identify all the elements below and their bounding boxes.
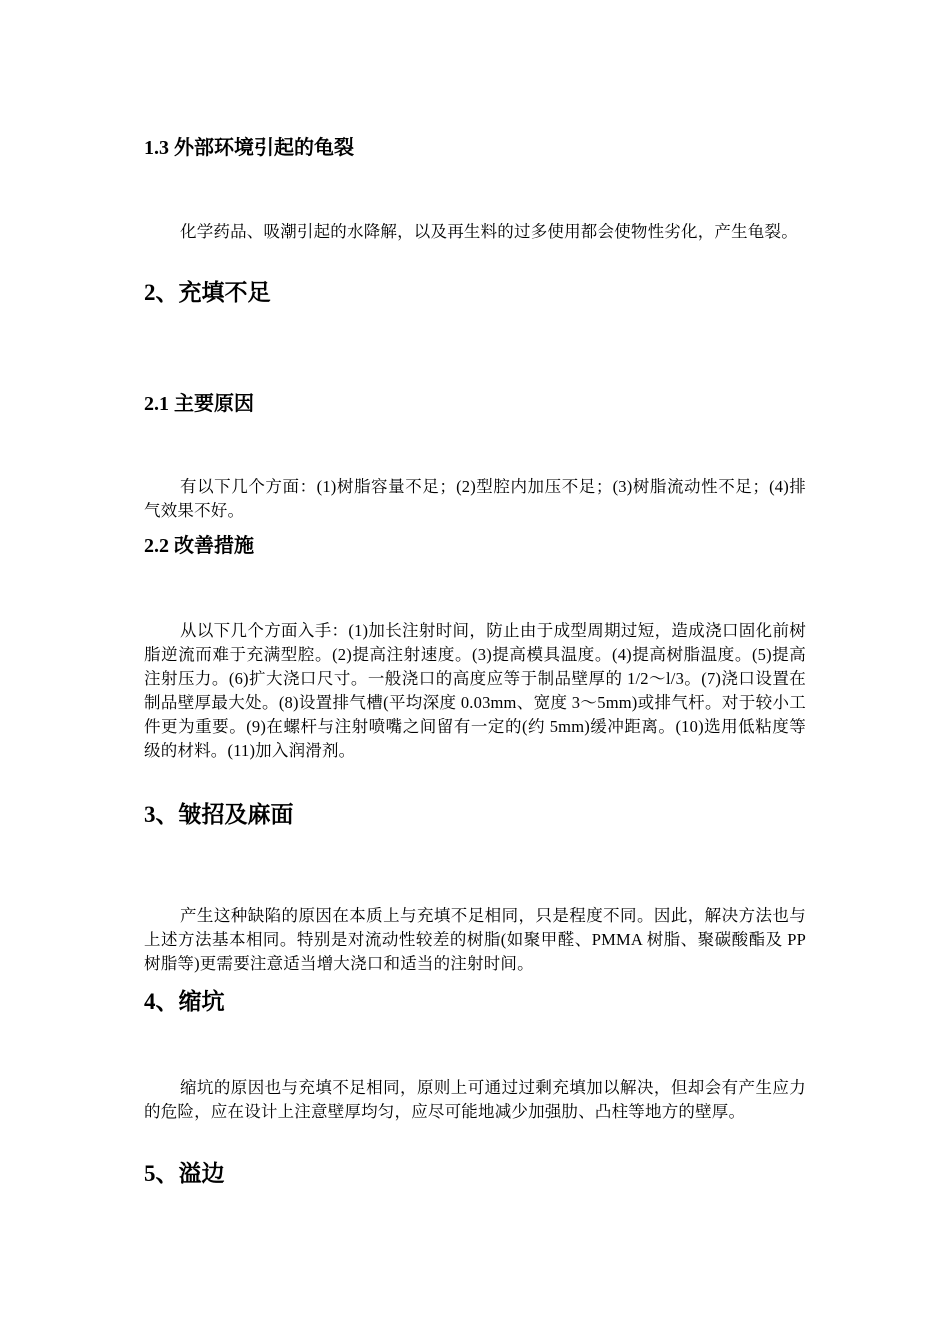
section-heading-1-3: 1.3 外部环境引起的龟裂 <box>144 137 354 159</box>
section-heading-2: 2、充填不足 <box>144 280 271 305</box>
paragraph-3: 产生这种缺陷的原因在本质上与充填不足相同，只是程度不同。因此，解决方法也与上述方法基本相同。特别是对流动性较差的树脂(如聚甲醛、PMMA 树脂、聚碳酸酯及 PP 树脂等)更需要注意适当增大浇口和适当的注射时间。 <box>144 906 806 973</box>
section-heading-4: 4、缩坑 <box>144 989 225 1014</box>
paragraph-4: 缩坑的原因也与充填不足相同，原则上可通过过剩充填加以解决，但却会有产生应力的危险，应在设计上注意壁厚均匀，应尽可能地减少加强肋、凸柱等地方的壁厚。 <box>144 1078 806 1121</box>
paragraph-2-1: 有以下几个方面：(1)树脂容量不足；(2)型腔内加压不足；(3)树脂流动性不足；(4)排气效果不好。 <box>144 477 806 520</box>
paragraph-1-3: 化学药品、吸潮引起的水降解，以及再生料的过多使用都会使物性劣化，产生龟裂。 <box>180 222 798 241</box>
section-heading-5: 5、溢边 <box>144 1161 225 1186</box>
paragraph-2-2: 从以下几个方面入手：(1)加长注射时间，防止由于成型周期过短，造成浇口固化前树脂逆流而难于充满型腔。(2)提高注射速度。(3)提高模具温度。(4)提高树脂温度。(5)提高注射压力。(6)扩大浇口尺寸。一般浇口的高度应等于制品壁厚的 1/2～l/3。(7)浇口设置在制品壁厚最大处。(8)设置排气槽(平均深度 0.03mm、宽度 3～5mm)或排气杆。对于较小工件更为重要。(9)在螺杆与注射喷嘴之间留有一定的(约 5mm)缓冲距离。(10)选用低粘度等级的材料。(11)加入润滑剂。 <box>144 621 806 760</box>
section-heading-3: 3、皱招及麻面 <box>144 802 294 827</box>
section-heading-2-2: 2.2 改善措施 <box>144 535 254 557</box>
section-heading-2-1: 2.1 主要原因 <box>144 393 254 415</box>
